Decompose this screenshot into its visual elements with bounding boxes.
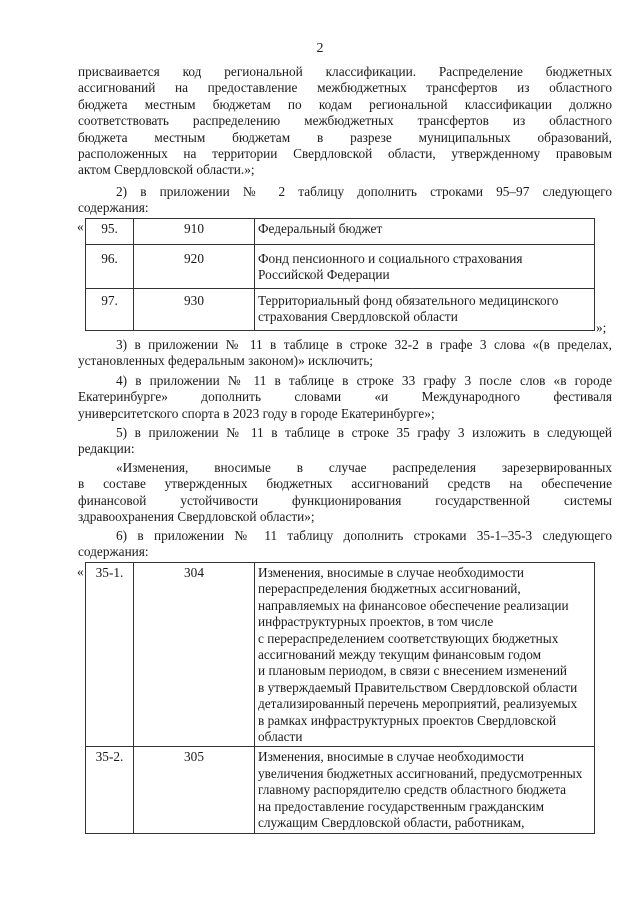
cell-line: служащим Свердловской области, работникам, bbox=[258, 815, 525, 831]
text-line: соответствовать распределению межбюджетных трансфертов из областного bbox=[78, 113, 612, 129]
text-line: в составе утвержденных бюджетных ассигнований средств на обеспечение bbox=[78, 476, 612, 492]
cell-line: инфраструктурных проектов, в том числе bbox=[258, 614, 494, 630]
open-quote: « bbox=[77, 564, 84, 579]
cell-line: увеличения бюджетных ассигнований, предусмотренных bbox=[258, 765, 583, 781]
paragraph-item-6 bbox=[78, 528, 612, 561]
row-code: 304 bbox=[134, 563, 255, 747]
cell-line: Фонд пенсионного и социального страхования bbox=[258, 251, 523, 266]
row-number: 35-1. bbox=[86, 563, 134, 747]
row-number: 95. bbox=[86, 219, 134, 245]
row-description bbox=[255, 747, 595, 833]
text-line: 5) в приложении № 11 в таблице в строке 35 графу 3 изложить в следующей bbox=[116, 425, 612, 440]
table-row bbox=[86, 245, 595, 289]
text-line: присваивается код региональной классификации. Распределение бюджетных bbox=[78, 64, 612, 79]
text-line: расположенных на территории Свердловской области, утвержденному правовым bbox=[78, 145, 612, 161]
text-line: содержания: bbox=[78, 200, 149, 216]
cell-line: Федеральный бюджет bbox=[258, 221, 383, 236]
cell-line: направляемых на финансовое обеспечение реализации bbox=[258, 597, 569, 613]
cell-line: страхования Свердловской области bbox=[258, 309, 458, 325]
row-number: 35-2. bbox=[86, 747, 134, 833]
text-line: содержания: bbox=[78, 544, 149, 560]
row-number: 96. bbox=[86, 245, 134, 289]
paragraph-item-5 bbox=[78, 425, 612, 458]
row-number: 97. bbox=[86, 289, 134, 331]
text-line: установленных федеральным законом)» исключить; bbox=[78, 353, 373, 369]
paragraph-intro bbox=[78, 64, 612, 179]
text-line: университетского спорта в 2023 году в городе Екатеринбурге»; bbox=[78, 405, 435, 421]
paragraph-item-5-quote bbox=[78, 460, 612, 526]
text-line: финансовой устойчивости функционирования государственной системы bbox=[78, 492, 612, 508]
text-line: Екатеринбурге» дополнить словами «и Международного фестиваля bbox=[78, 389, 612, 405]
row-code: 920 bbox=[134, 245, 255, 289]
cell-line: Российской Федерации bbox=[258, 267, 390, 283]
page-number: 2 bbox=[316, 41, 324, 56]
row-name bbox=[255, 289, 595, 331]
text-line: ассигнований на предоставление межбюджетных трансфертов из областного bbox=[78, 80, 612, 96]
cell-line: на предоставление государственным гражданским bbox=[258, 798, 544, 814]
table-row bbox=[86, 289, 595, 331]
close-quote: »; bbox=[596, 320, 607, 335]
text-line: 4) в приложении № 11 в таблице в строке 33 графу 3 после слов «в городе bbox=[116, 373, 612, 388]
row-code: 910 bbox=[134, 219, 255, 245]
open-quote: « bbox=[77, 219, 84, 234]
table-budget-changes bbox=[85, 562, 595, 834]
paragraph-item-4 bbox=[78, 373, 612, 422]
cell-line: области bbox=[258, 729, 303, 745]
row-code: 305 bbox=[134, 747, 255, 833]
table-row bbox=[86, 563, 595, 747]
text-line: здравоохранения Свердловской области»; bbox=[78, 509, 315, 525]
cell-line: в рамках инфраструктурных проектов Свердловской bbox=[258, 712, 557, 728]
row-code: 930 bbox=[134, 289, 255, 331]
cell-line: перераспределения бюджетных ассигнований, bbox=[258, 581, 521, 597]
cell-line: Изменения, вносимые в случае необходимости bbox=[258, 565, 525, 580]
row-name bbox=[255, 245, 595, 289]
paragraph-item-3 bbox=[78, 337, 612, 370]
text-line: бюджета местным бюджетам в разрезе муниципальных образований, bbox=[78, 129, 612, 145]
row-description bbox=[255, 563, 595, 747]
text-line: редакции: bbox=[78, 441, 135, 457]
table-row bbox=[86, 747, 595, 833]
text-line: «Изменения, вносимые в случае распределения зарезервированных bbox=[116, 460, 612, 475]
paragraph-item-2 bbox=[78, 184, 612, 217]
cell-line: Изменения, вносимые в случае необходимости bbox=[258, 749, 525, 765]
cell-line: ассигнований между текущим финансовым годом bbox=[258, 647, 542, 663]
table-row bbox=[86, 219, 595, 245]
row-name bbox=[255, 219, 595, 245]
cell-line: и плановым периодом, в связи с внесением изменений bbox=[258, 663, 568, 679]
cell-line: Территориальный фонд обязательного медицинского bbox=[258, 293, 559, 308]
text-line: актом Свердловской области.»; bbox=[78, 162, 255, 178]
table-budget-codes bbox=[85, 218, 595, 331]
text-line: 6) в приложении № 11 таблицу дополнить строками 35-1–35-3 следующего bbox=[116, 528, 612, 543]
text-line: бюджета местным бюджетам по кодам региональной классификации должно bbox=[78, 96, 612, 112]
cell-line: в утверждаемый Правительством Свердловской области bbox=[258, 679, 578, 695]
cell-line: с перераспределением соответствующих бюджетных bbox=[258, 630, 559, 646]
text-line: 2) в приложении № 2 таблицу дополнить строками 95–97 следующего bbox=[116, 184, 612, 199]
text-line: 3) в приложении № 11 в таблице в строке 32-2 в графе 3 слова «(в пределах, bbox=[116, 337, 612, 352]
cell-line: детализированный перечень мероприятий, реализуемых bbox=[258, 696, 578, 712]
cell-line: главному распорядителю средств областного бюджета bbox=[258, 782, 567, 798]
